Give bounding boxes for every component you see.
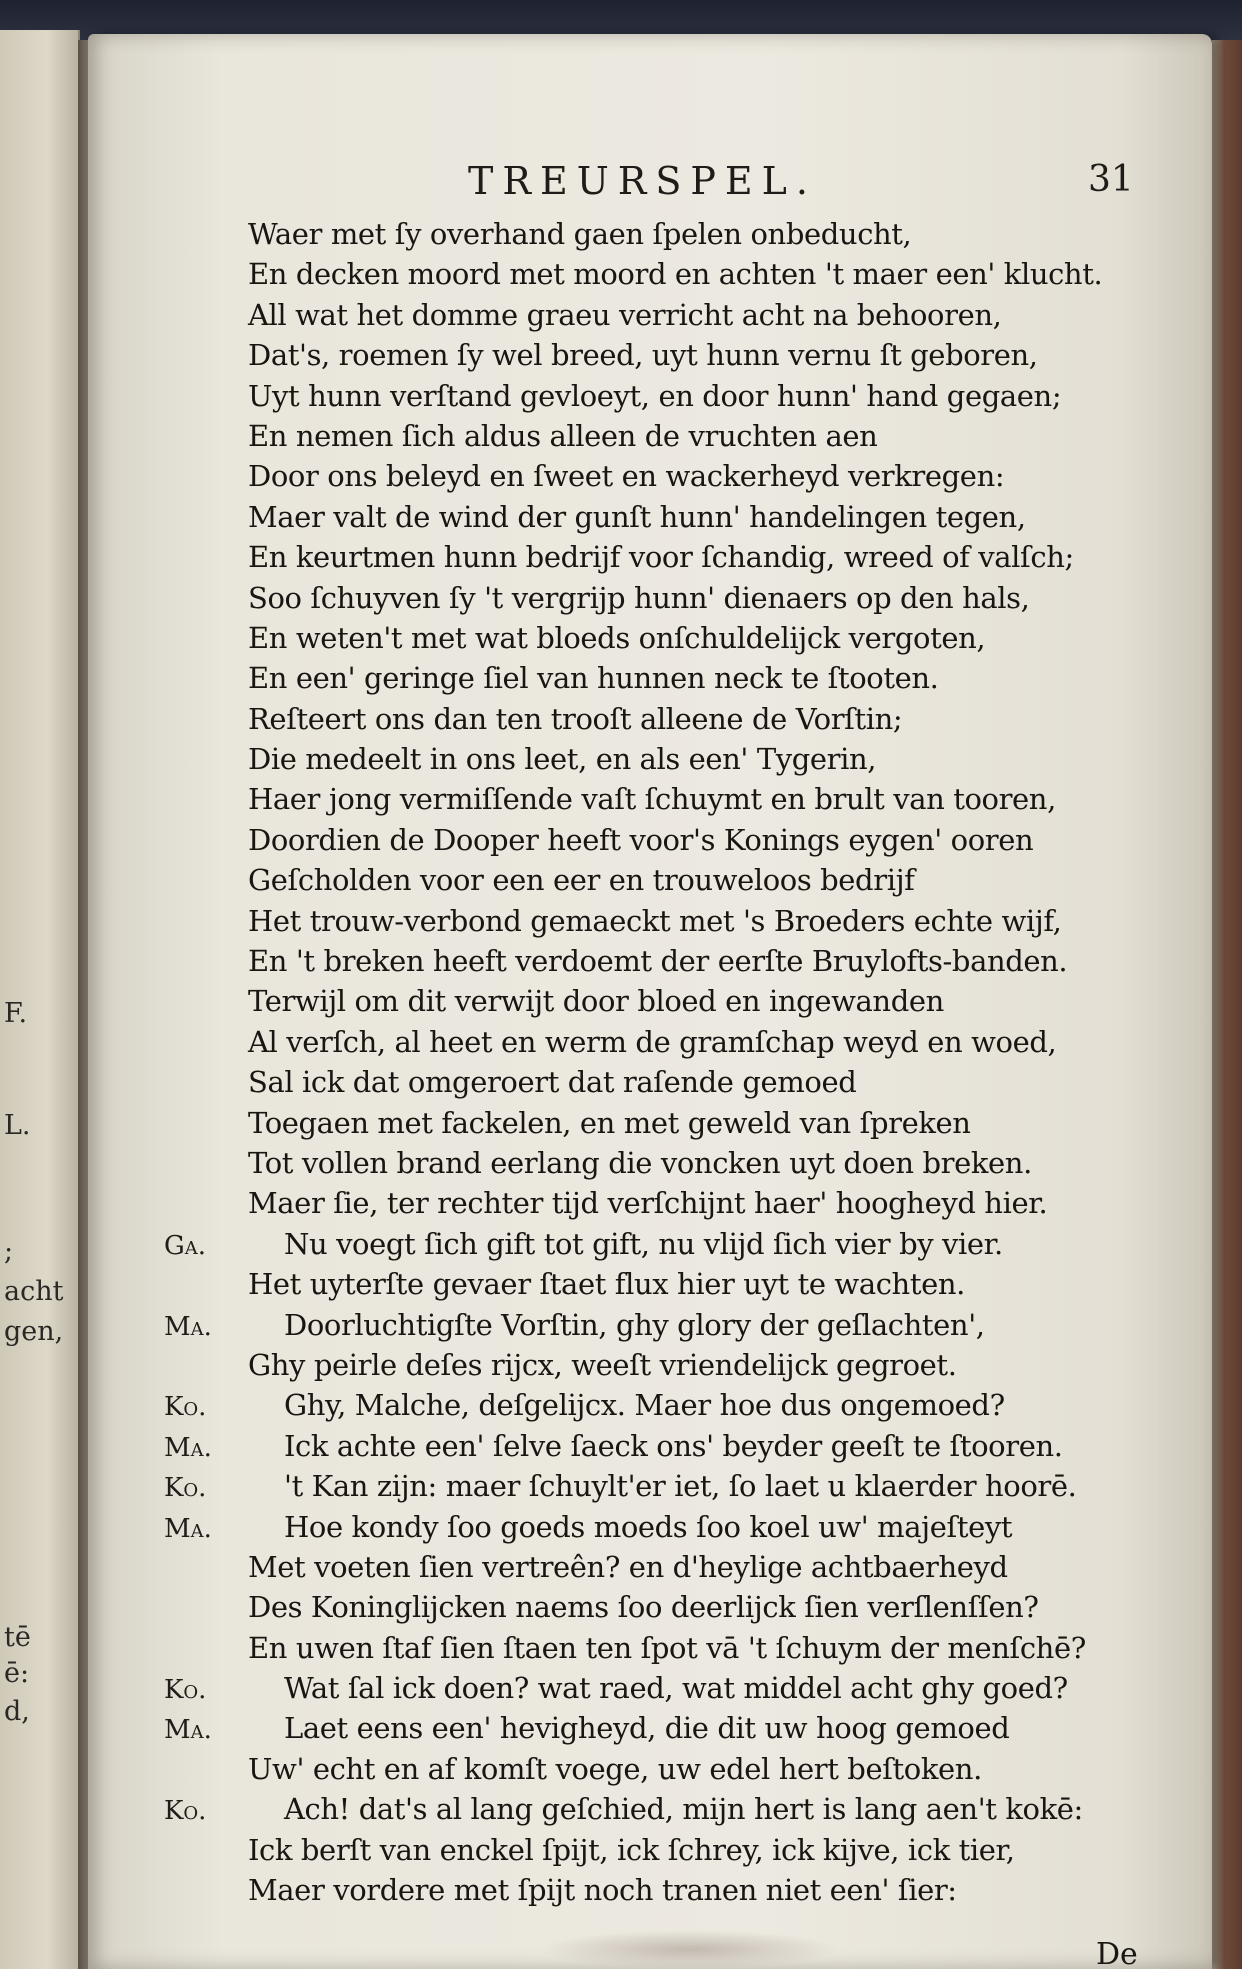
speaker-label: Ga. bbox=[164, 1230, 207, 1261]
left-margin-fragment: d, bbox=[4, 1696, 30, 1727]
verse-line bbox=[164, 214, 1242, 254]
verse-line bbox=[164, 820, 1242, 860]
page-number: 31 bbox=[1088, 159, 1134, 200]
verse-line bbox=[164, 901, 1242, 941]
verse-line bbox=[164, 1830, 1242, 1870]
verse-text: Doorluchtigſte Vorſtin, ghy glory der geſlachten', bbox=[284, 1307, 985, 1342]
verse-line bbox=[164, 578, 1242, 618]
verse-text: All wat het domme graeu verricht acht na behooren, bbox=[248, 297, 1002, 332]
verse-text: Haer jong vermiſſende vaſt ſchuymt en brult van tooren, bbox=[248, 782, 1056, 817]
verse-text: Al verſch, al heet en werm de gramſchap weyd en woed, bbox=[248, 1024, 1057, 1059]
speaker-label: Ma. bbox=[164, 1311, 212, 1342]
verse-text: Tot vollen brand eerlang die voncken uyt doen breken. bbox=[248, 1145, 1032, 1180]
book-page bbox=[88, 34, 1212, 1969]
verse-text: Wat ſal ick doen? wat raed, wat middel acht ghy goed? bbox=[284, 1671, 1068, 1706]
verse-line bbox=[164, 1668, 1242, 1708]
verse-text: En weten't met wat bloeds onſchuldelijck vergoten, bbox=[248, 620, 986, 655]
verse-text: Het trouw-verbond gemaeckt met 's Broeders echte wijf, bbox=[248, 903, 1062, 938]
verse-text: En decken moord met moord en achten 't maer een' klucht. bbox=[248, 257, 1103, 292]
verse-text: Ick berſt van enckel ſpijt, ick ſchrey, ick kijve, ick tier, bbox=[248, 1832, 1015, 1867]
verse-line bbox=[164, 1507, 1242, 1547]
verse-line bbox=[164, 1587, 1242, 1627]
verse-text: Toegaen met fackelen, en met geweld van ſpreken bbox=[248, 1105, 971, 1140]
verse-line bbox=[164, 941, 1242, 981]
verse-text: Door ons beleyd en ſweet en wackerheyd verkregen: bbox=[248, 459, 1005, 494]
speaker-label: Ma. bbox=[164, 1432, 212, 1463]
verse-line bbox=[164, 416, 1242, 456]
verse-line bbox=[164, 376, 1242, 416]
verse-block bbox=[164, 214, 1242, 1910]
speaker-label: Ma. bbox=[164, 1513, 212, 1544]
verse-line bbox=[164, 1789, 1242, 1829]
left-margin-fragment: ē: bbox=[4, 1658, 30, 1689]
verse-text: En nemen ſich aldus alleen de vruchten aen bbox=[248, 418, 878, 453]
verse-text: En 't breken heeft verdoemt der eerſte Bruylofts-banden. bbox=[248, 944, 1068, 979]
verse-line bbox=[164, 1264, 1242, 1304]
left-page-edge bbox=[0, 30, 80, 1969]
verse-text: Des Koninglijcken naems ſoo deerlijck ſien verſlenſſen? bbox=[248, 1590, 1039, 1625]
left-margin-fragment: L. bbox=[4, 1110, 31, 1141]
verse-line bbox=[164, 537, 1242, 577]
verse-text: Maer valt de wind der gunſt hunn' handelingen tegen, bbox=[248, 499, 1026, 534]
verse-line bbox=[164, 1385, 1242, 1425]
verse-line bbox=[164, 618, 1242, 658]
verse-text: Geſcholden voor een eer en trouweloos bedrijf bbox=[248, 863, 915, 898]
verse-line bbox=[164, 1870, 1242, 1910]
verse-line bbox=[164, 658, 1242, 698]
verse-text: Uw' echt en af komſt voege, uw edel hert beſtoken. bbox=[248, 1751, 982, 1786]
verse-text: Ick achte een' ſelve ſaeck ons' beyder geeſt te ſtooren. bbox=[284, 1428, 1063, 1463]
verse-line bbox=[164, 1305, 1242, 1345]
verse-text: Het uyterſte gevaer ſtaet flux hier uyt te wachten. bbox=[248, 1267, 965, 1302]
verse-line bbox=[164, 1062, 1242, 1102]
verse-text: En uwen ſtaf ſien ſtaen ten ſpot vā 't ſchuym der menſchē? bbox=[248, 1630, 1086, 1665]
verse-line bbox=[164, 1224, 1242, 1264]
verse-text: Waer met ſy overhand gaen ſpelen onbeducht, bbox=[248, 217, 912, 251]
speaker-label: Ko. bbox=[164, 1675, 207, 1706]
verse-text: Doordien de Dooper heeft voor's Konings eygen' ooren bbox=[248, 822, 1034, 857]
speaker-label: Ko. bbox=[164, 1473, 207, 1504]
verse-text: Hoe kondy ſoo goeds moeds ſoo koel uw' majeſteyt bbox=[284, 1509, 1013, 1544]
left-margin-fragment: F. bbox=[4, 998, 28, 1029]
verse-text: Ghy, Malche, deſgelijcx. Maer hoe dus ongemoed? bbox=[284, 1388, 1005, 1423]
verse-line bbox=[164, 1426, 1242, 1466]
verse-text: En keurtmen hunn bedrijf voor ſchandig, wreed of valſch; bbox=[248, 540, 1074, 575]
left-margin-fragment: gen, bbox=[4, 1316, 64, 1347]
verse-line bbox=[164, 1749, 1242, 1789]
verse-text: Die medeelt in ons leet, en als een' Tygerin, bbox=[248, 742, 877, 777]
verse-text: Laet eens een' hevigheyd, die dit uw hoog gemoed bbox=[284, 1711, 1010, 1746]
verse-text: Met voeten ſien vertreên? en d'heylige achtbaerheyd bbox=[248, 1549, 1008, 1584]
verse-text: Ghy peirle deſes rijcx, weeſt vriendelijck gegroet. bbox=[248, 1347, 957, 1382]
verse-line bbox=[164, 1183, 1242, 1223]
verse-line bbox=[164, 1628, 1242, 1668]
verse-text: Nu voegt ſich gift tot gift, nu vlijd ſich vier by vier. bbox=[284, 1226, 1003, 1261]
verse-text: Reſteert ons dan ten trooſt alleene de Vorſtin; bbox=[248, 701, 903, 736]
verse-line bbox=[164, 1466, 1242, 1506]
verse-text: Dat's, roemen ſy wel breed, uyt hunn vernu ſt geboren, bbox=[248, 338, 1038, 373]
verse-text: En een' geringe ſiel van hunnen neck te ſtooten. bbox=[248, 661, 939, 696]
verse-text: Maer vordere met ſpijt noch tranen niet een' ſier: bbox=[248, 1873, 957, 1908]
verse-line bbox=[164, 699, 1242, 739]
verse-line bbox=[164, 1103, 1242, 1143]
catchword: De bbox=[1096, 1937, 1138, 1969]
running-head: TREURSPEL. bbox=[468, 159, 817, 203]
verse-line bbox=[164, 1345, 1242, 1385]
left-margin-fragment: ; bbox=[4, 1236, 14, 1267]
verse-text: Ach! dat's al lang geſchied, mijn hert is lang aen't kokē: bbox=[284, 1792, 1083, 1827]
verse-text: Soo ſchuyven ſy 't vergrijp hunn' dienaers op den hals, bbox=[248, 580, 1030, 615]
verse-line bbox=[164, 335, 1242, 375]
verse-text: Terwijl om dit verwijt door bloed en ingewanden bbox=[248, 984, 944, 1019]
verse-line bbox=[164, 1143, 1242, 1183]
verse-line bbox=[164, 497, 1242, 537]
verse-line bbox=[164, 779, 1242, 819]
verse-line bbox=[164, 1547, 1242, 1587]
speaker-label: Ma. bbox=[164, 1715, 212, 1746]
left-margin-fragment: acht bbox=[4, 1276, 64, 1307]
verse-text: Sal ick dat omgeroert dat raſende gemoed bbox=[248, 1065, 857, 1100]
finger-shadow bbox=[540, 1930, 840, 1969]
verse-line bbox=[164, 254, 1242, 294]
speaker-label: Ko. bbox=[164, 1796, 207, 1827]
verse-text: Uyt hunn verſtand gevloeyt, en door hunn' hand gegaen; bbox=[248, 378, 1062, 413]
verse-text: 't Kan zijn: maer ſchuylt'er iet, ſo laet u klaerder hoorē. bbox=[284, 1469, 1077, 1504]
verse-line bbox=[164, 295, 1242, 335]
verse-line bbox=[164, 1708, 1242, 1748]
speaker-label: Ko. bbox=[164, 1392, 207, 1423]
verse-line bbox=[164, 860, 1242, 900]
verse-line bbox=[164, 981, 1242, 1021]
verse-line bbox=[164, 456, 1242, 496]
left-margin-fragment: tē bbox=[4, 1622, 31, 1653]
verse-line bbox=[164, 739, 1242, 779]
verse-text: Maer ſie, ter rechter tijd verſchijnt haer' hoogheyd hier. bbox=[248, 1186, 1048, 1221]
verse-line bbox=[164, 1022, 1242, 1062]
